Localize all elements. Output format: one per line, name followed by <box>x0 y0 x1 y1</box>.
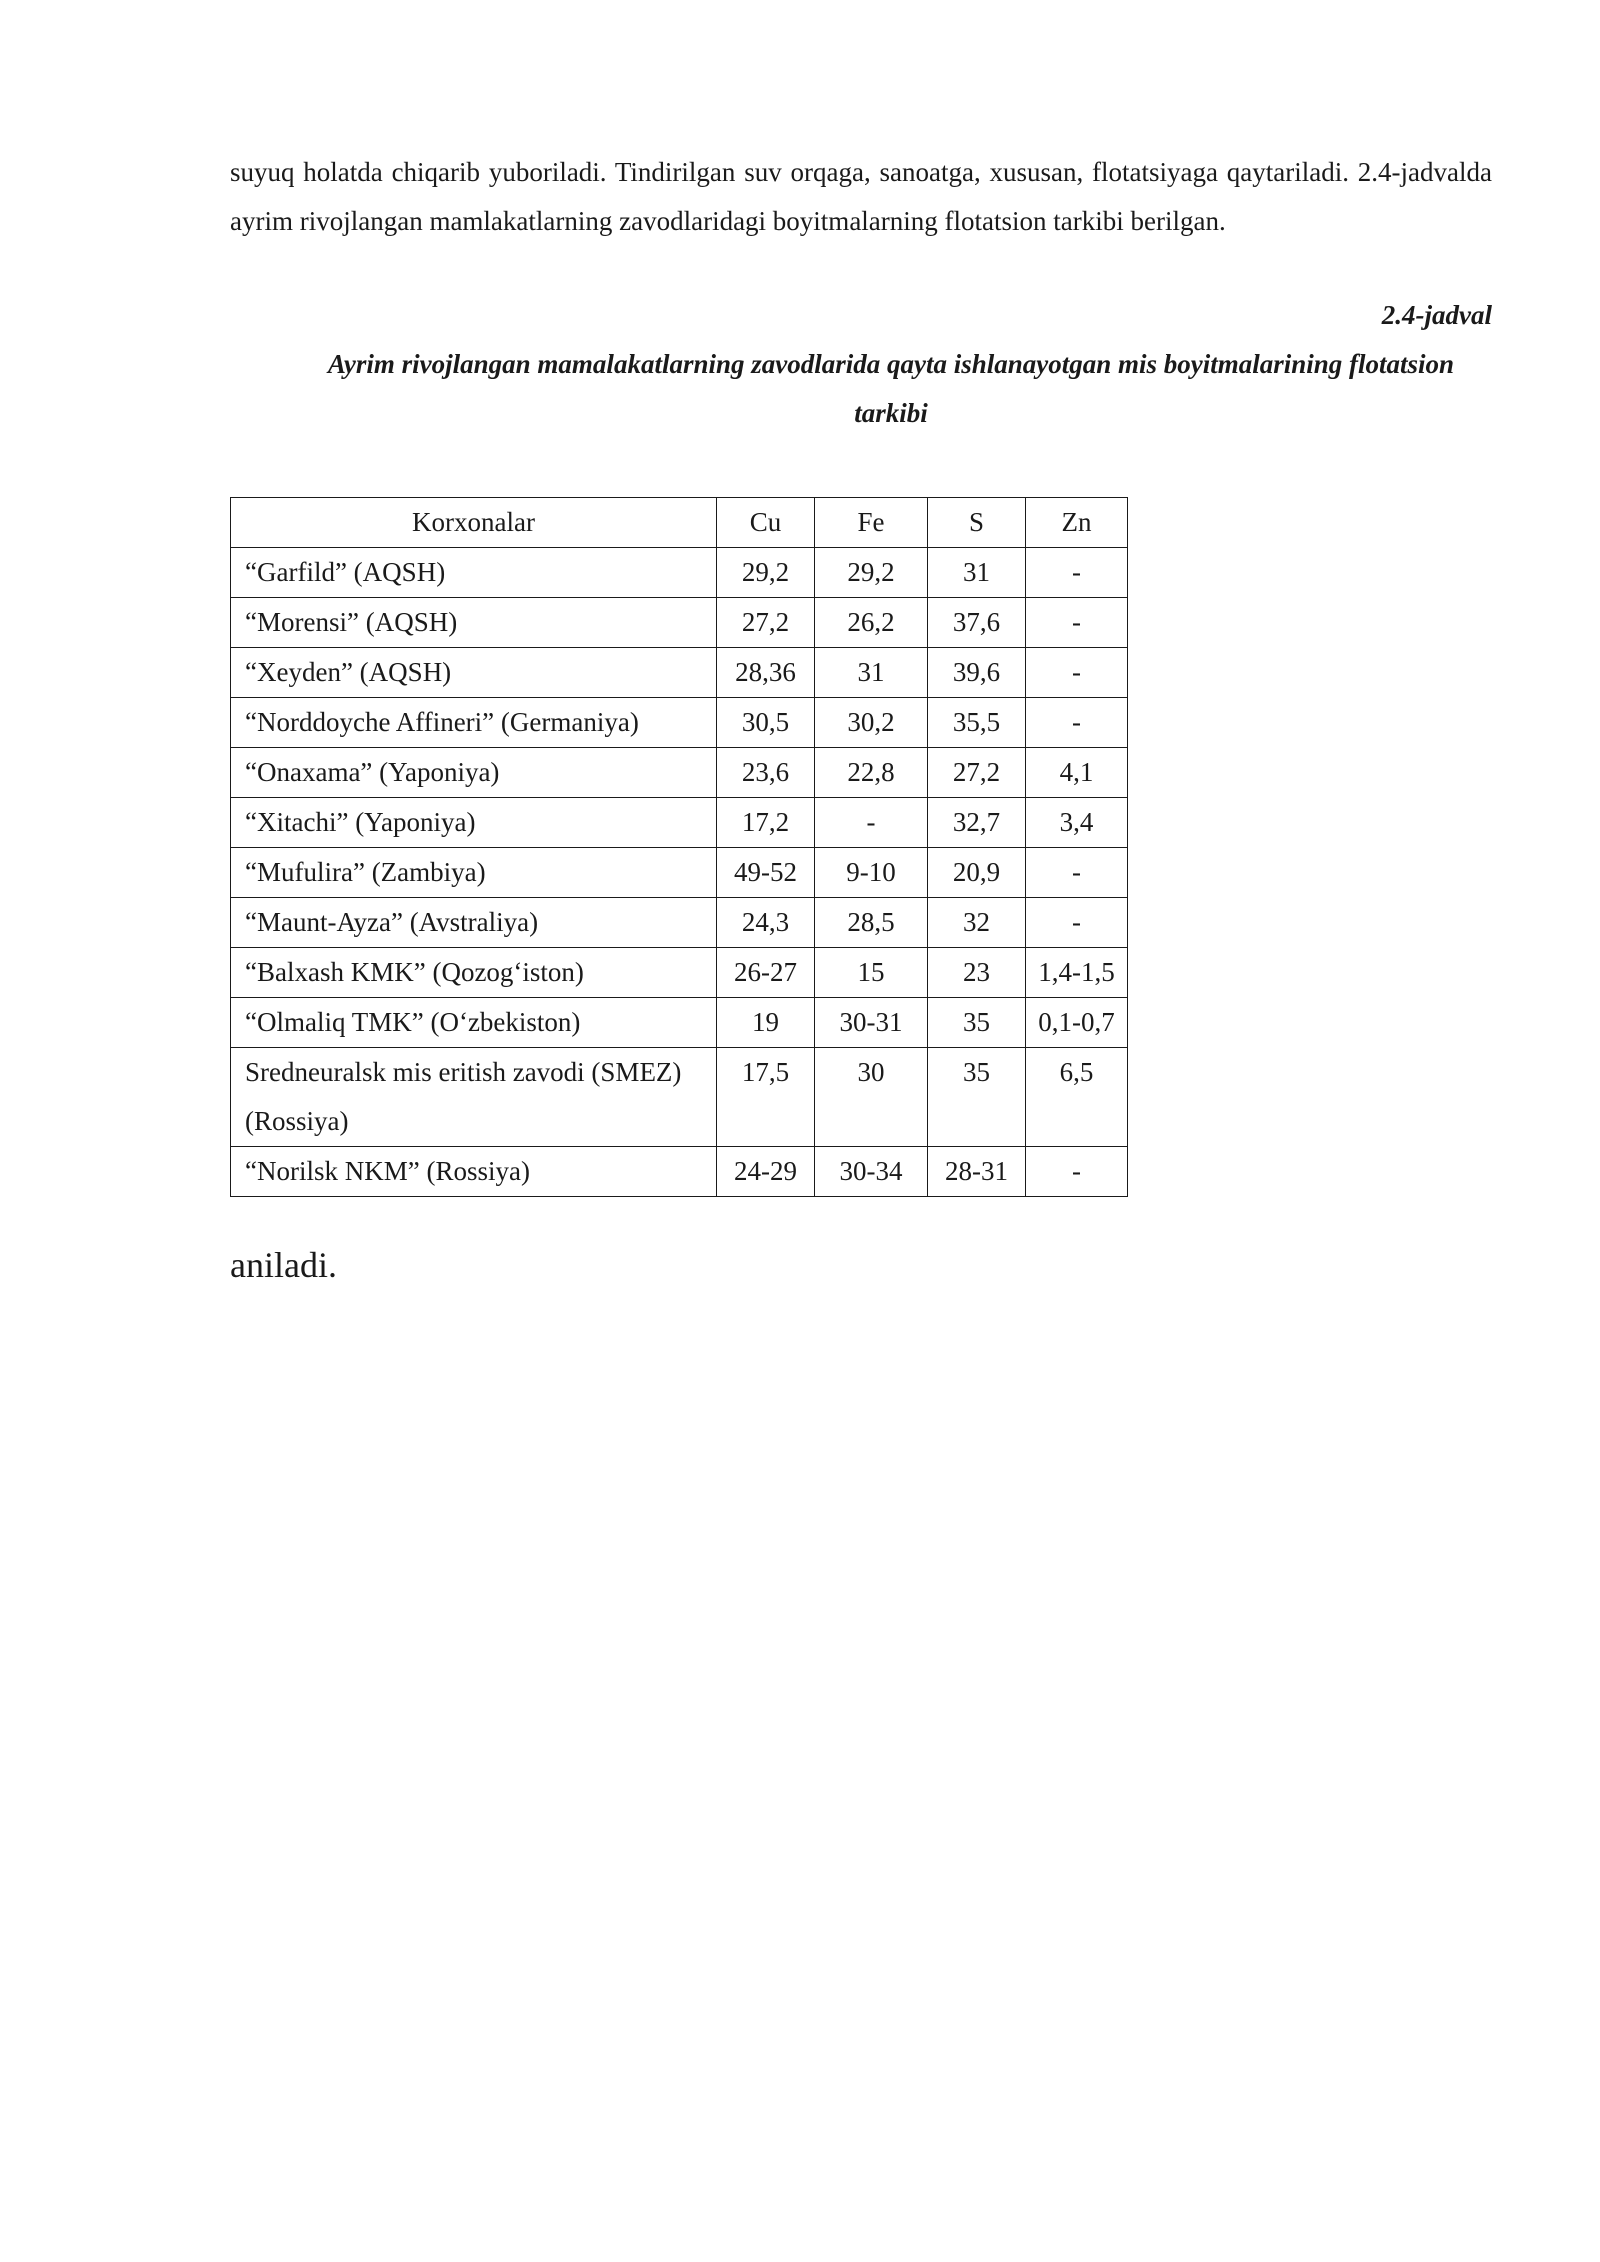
cell-fe: 30-34 <box>815 1147 928 1197</box>
cell-fe: 26,2 <box>815 598 928 648</box>
cell-fe: 22,8 <box>815 748 928 798</box>
cell-cu: 24-29 <box>717 1147 815 1197</box>
cell-korxona: Sredneuralsk mis eritish zavodi (SMEZ) (Rossiya) <box>231 1048 717 1147</box>
cell-zn: 3,4 <box>1026 798 1128 848</box>
table-row <box>231 698 1128 748</box>
cell-korxona: “Xeyden” (AQSH) <box>231 648 717 698</box>
cell-s: 31 <box>928 548 1026 598</box>
table-row <box>231 798 1128 848</box>
table-caption: Ayrim rivojlangan mamalakatlarning zavodlarida qayta ishlanayotgan mis boyitmalarining flotatsion tarkibi <box>327 349 1455 428</box>
table-row <box>231 548 1128 598</box>
cell-fe: 9-10 <box>815 848 928 898</box>
cell-cu: 29,2 <box>717 548 815 598</box>
table-row <box>231 998 1128 1048</box>
cell-zn: - <box>1026 698 1128 748</box>
table-number: 2.4-jadval <box>1381 300 1492 330</box>
cell-s: 39,6 <box>928 648 1026 698</box>
cell-cu: 24,3 <box>717 898 815 948</box>
cell-s: 35 <box>928 998 1026 1048</box>
table-row <box>231 648 1128 698</box>
trailing-text: aniladi. <box>230 1245 337 1285</box>
cell-cu: 49-52 <box>717 848 815 898</box>
cell-korxona: “Morensi” (AQSH) <box>231 598 717 648</box>
cell-korxona: “Onaxama” (Yaponiya) <box>231 748 717 798</box>
cell-zn: 4,1 <box>1026 748 1128 798</box>
header-s: S <box>928 498 1026 548</box>
table-row <box>231 898 1128 948</box>
cell-zn: - <box>1026 648 1128 698</box>
header-cu: Cu <box>717 498 815 548</box>
table-row <box>231 1147 1128 1197</box>
header-fe: Fe <box>815 498 928 548</box>
cell-zn: - <box>1026 1147 1128 1197</box>
cell-cu: 17,2 <box>717 798 815 848</box>
cell-fe: - <box>815 798 928 848</box>
table-row <box>231 948 1128 998</box>
cell-fe: 30,2 <box>815 698 928 748</box>
cell-korxona: “Maunt-Ayza” (Avstraliya) <box>231 898 717 948</box>
cell-s: 35,5 <box>928 698 1026 748</box>
table-row <box>231 598 1128 648</box>
cell-fe: 31 <box>815 648 928 698</box>
table-row <box>231 1048 1128 1147</box>
cell-zn: - <box>1026 548 1128 598</box>
cell-korxona: “Norilsk NKM” (Rossiya) <box>231 1147 717 1197</box>
cell-zn: - <box>1026 598 1128 648</box>
cell-cu: 26-27 <box>717 948 815 998</box>
cell-fe: 29,2 <box>815 548 928 598</box>
cell-cu: 28,36 <box>717 648 815 698</box>
cell-cu: 19 <box>717 998 815 1048</box>
cell-zn: - <box>1026 848 1128 898</box>
composition-table <box>230 497 1128 1197</box>
cell-korxona: “Norddoyche Affineri” (Germaniya) <box>231 698 717 748</box>
cell-korxona: “Xitachi” (Yaponiya) <box>231 798 717 848</box>
cell-zn: 1,4-1,5 <box>1026 948 1128 998</box>
cell-cu: 30,5 <box>717 698 815 748</box>
cell-fe: 30-31 <box>815 998 928 1048</box>
header-korxonalar: Korxonalar <box>231 498 717 548</box>
cell-fe: 30 <box>815 1048 928 1147</box>
cell-fe: 15 <box>815 948 928 998</box>
cell-cu: 17,5 <box>717 1048 815 1147</box>
cell-zn: - <box>1026 898 1128 948</box>
cell-s: 37,6 <box>928 598 1026 648</box>
cell-zn: 0,1-0,7 <box>1026 998 1128 1048</box>
cell-korxona: “Balxash KMK” (Qozog‘iston) <box>231 948 717 998</box>
cell-korxona: “Olmaliq TMK” (O‘zbekiston) <box>231 998 717 1048</box>
header-zn: Zn <box>1026 498 1128 548</box>
table-row <box>231 848 1128 898</box>
table-header-row <box>231 498 1128 548</box>
cell-s: 35 <box>928 1048 1026 1147</box>
cell-s: 28-31 <box>928 1147 1026 1197</box>
cell-fe: 28,5 <box>815 898 928 948</box>
cell-s: 32 <box>928 898 1026 948</box>
cell-s: 20,9 <box>928 848 1026 898</box>
cell-s: 27,2 <box>928 748 1026 798</box>
cell-s: 23 <box>928 948 1026 998</box>
table-row <box>231 748 1128 798</box>
cell-korxona: “Garfild” (AQSH) <box>231 548 717 598</box>
cell-cu: 23,6 <box>717 748 815 798</box>
cell-zn: 6,5 <box>1026 1048 1128 1147</box>
cell-s: 32,7 <box>928 798 1026 848</box>
cell-cu: 27,2 <box>717 598 815 648</box>
cell-korxona: “Mufulira” (Zambiya) <box>231 848 717 898</box>
body-paragraph: suyuq holatda chiqarib yuboriladi. Tindirilgan suv orqaga, sanoatga, xususan, flotatsiyaga qaytariladi. 2.4-jadvalda ayrim rivojlangan mamlakatlarning zavodlaridagi boyitmalarning flotatsion tarkibi berilgan. <box>230 157 1492 236</box>
